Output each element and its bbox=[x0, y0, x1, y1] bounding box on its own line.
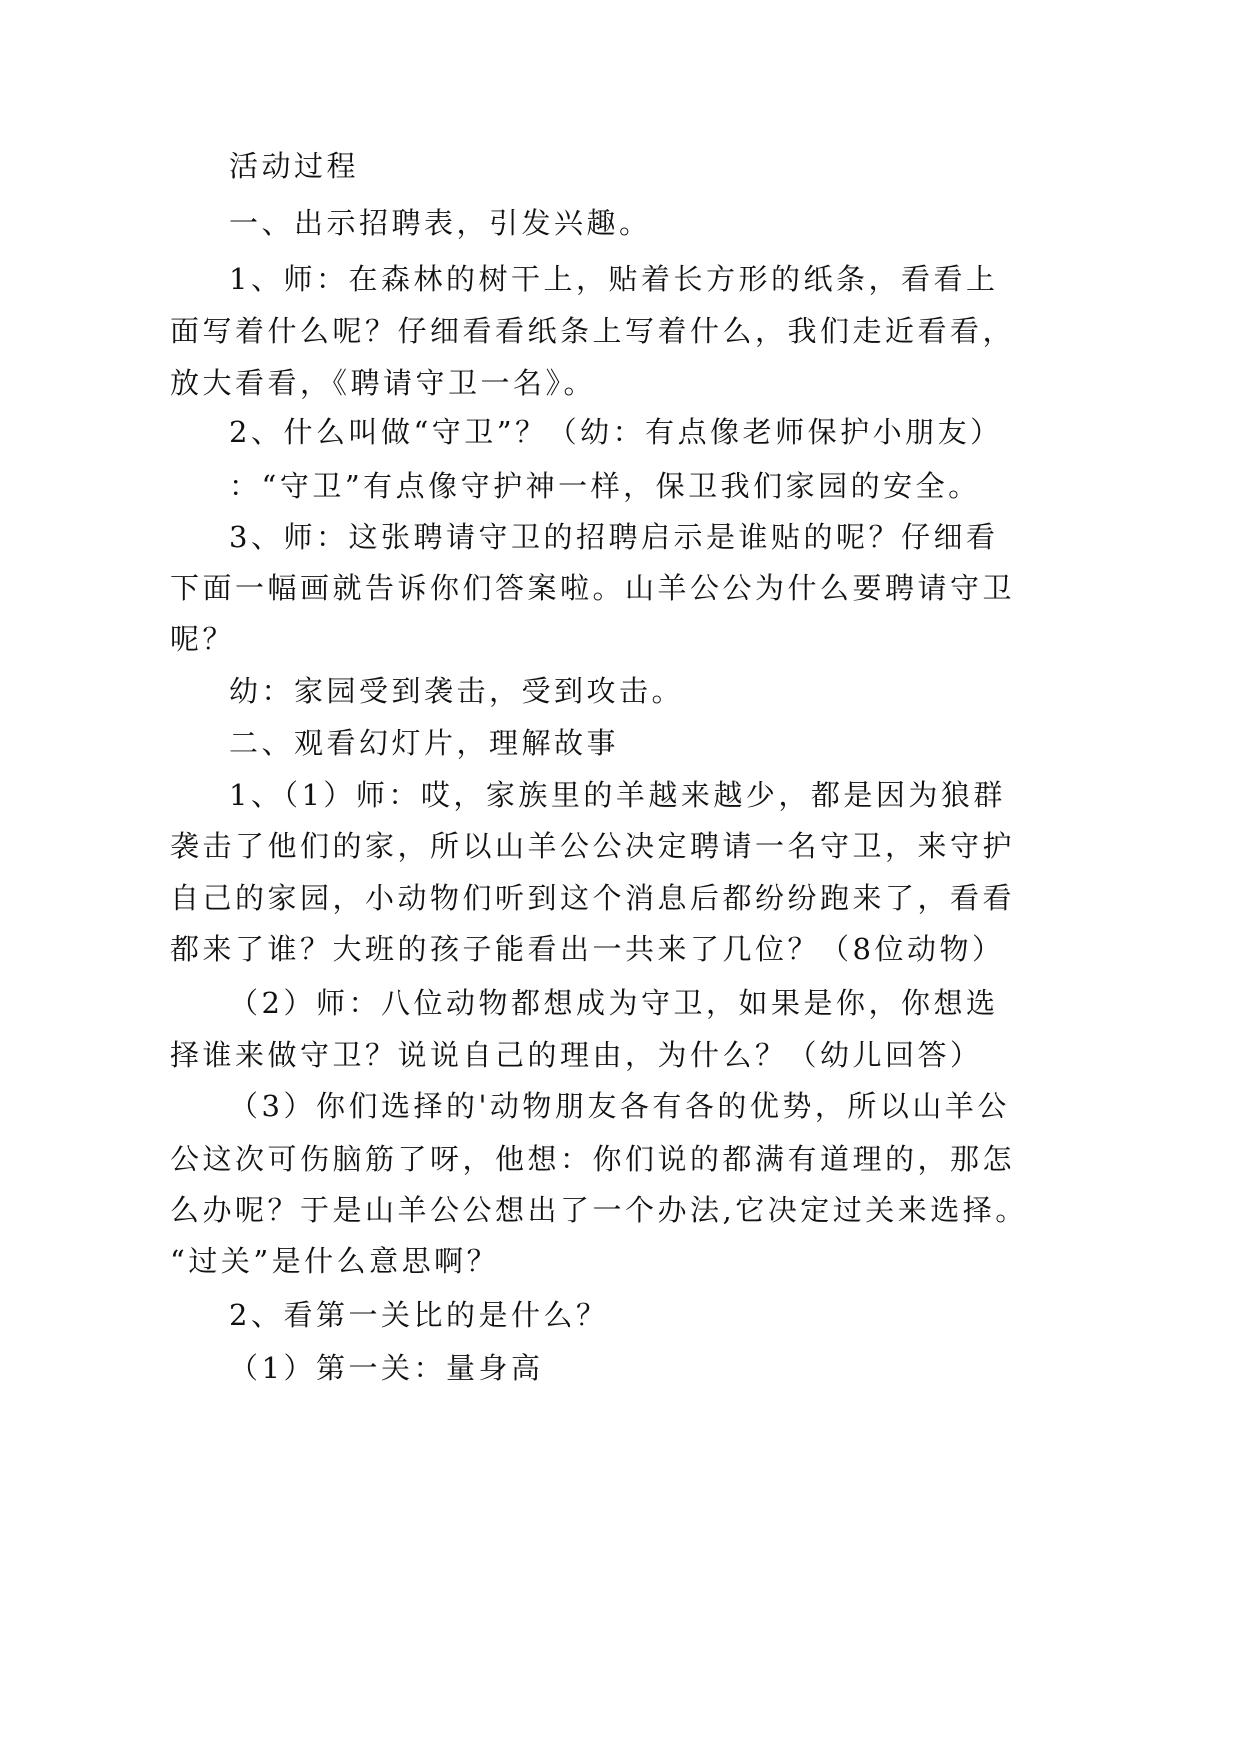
heading-part-two: 二、观看幻灯片，理解故事 bbox=[229, 726, 620, 760]
paragraph-line: 自己的家园，小动物们听到这个消息后都纷纷跑来了，看看 bbox=[170, 881, 1016, 915]
paragraph-line: 放大看看，《聘请守卫一名》。 bbox=[170, 366, 597, 400]
paragraph-line: 公这次可伤脑筋了呀，他想：你们说的都满有道理的，那怎 bbox=[170, 1142, 1016, 1176]
paragraph-line: （3）你们选择的'动物朋友各有各的优势，所以山羊公 bbox=[229, 1089, 1010, 1123]
paragraph-line: 1、（1）师：哎，家族里的羊越来越少，都是因为狼群 bbox=[229, 778, 1006, 812]
section-heading: 活动过程 bbox=[229, 149, 360, 183]
paragraph-line: “过关”是什么意思啊？ bbox=[170, 1244, 500, 1278]
paragraph-line: 袭击了他们的家，所以山羊公公决定聘请一名守卫，来守护 bbox=[170, 829, 1016, 863]
paragraph-line: 1、师：在森林的树干上，贴着长方形的纸条，看看上 bbox=[229, 262, 999, 296]
paragraph-line: 幼：家园受到袭击，受到攻击。 bbox=[229, 674, 685, 708]
paragraph-line: 2、看第一关比的是什么？ bbox=[229, 1298, 609, 1332]
paragraph-line: （2）师：八位动物都想成为守卫，如果是你，你想选 bbox=[229, 986, 999, 1020]
paragraph-line: 么办呢？于是山羊公公想出了一个办法,它决定过关来选择。 bbox=[170, 1193, 1028, 1227]
paragraph-line: 面写着什么呢？仔细看看纸条上写着什么，我们走近看看， bbox=[170, 314, 1016, 348]
paragraph-line: 都来了谁？大班的孩子能看出一共来了几位？（8位动物） bbox=[170, 932, 1005, 966]
heading-part-one: 一、出示招聘表，引发兴趣。 bbox=[229, 206, 652, 240]
paragraph-line: 择谁来做守卫？说说自己的理由，为什么？（幼儿回答） bbox=[170, 1038, 983, 1072]
paragraph-line: 2、什么叫做“守卫”？（幼：有点像老师保护小朋友） bbox=[229, 415, 1003, 449]
paragraph-line: （1）第一关：量身高 bbox=[229, 1351, 544, 1385]
paragraph-line: 呢？ bbox=[170, 622, 236, 656]
paragraph-line: 下面一幅画就告诉你们答案啦。山羊公公为什么要聘请守卫 bbox=[170, 571, 1016, 605]
paragraph-line: ：“守卫”有点像守护神一样，保卫我们家园的安全。 bbox=[229, 469, 981, 503]
paragraph-line: 3、师：这张聘请守卫的招聘启示是谁贴的呢？仔细看 bbox=[229, 520, 999, 554]
